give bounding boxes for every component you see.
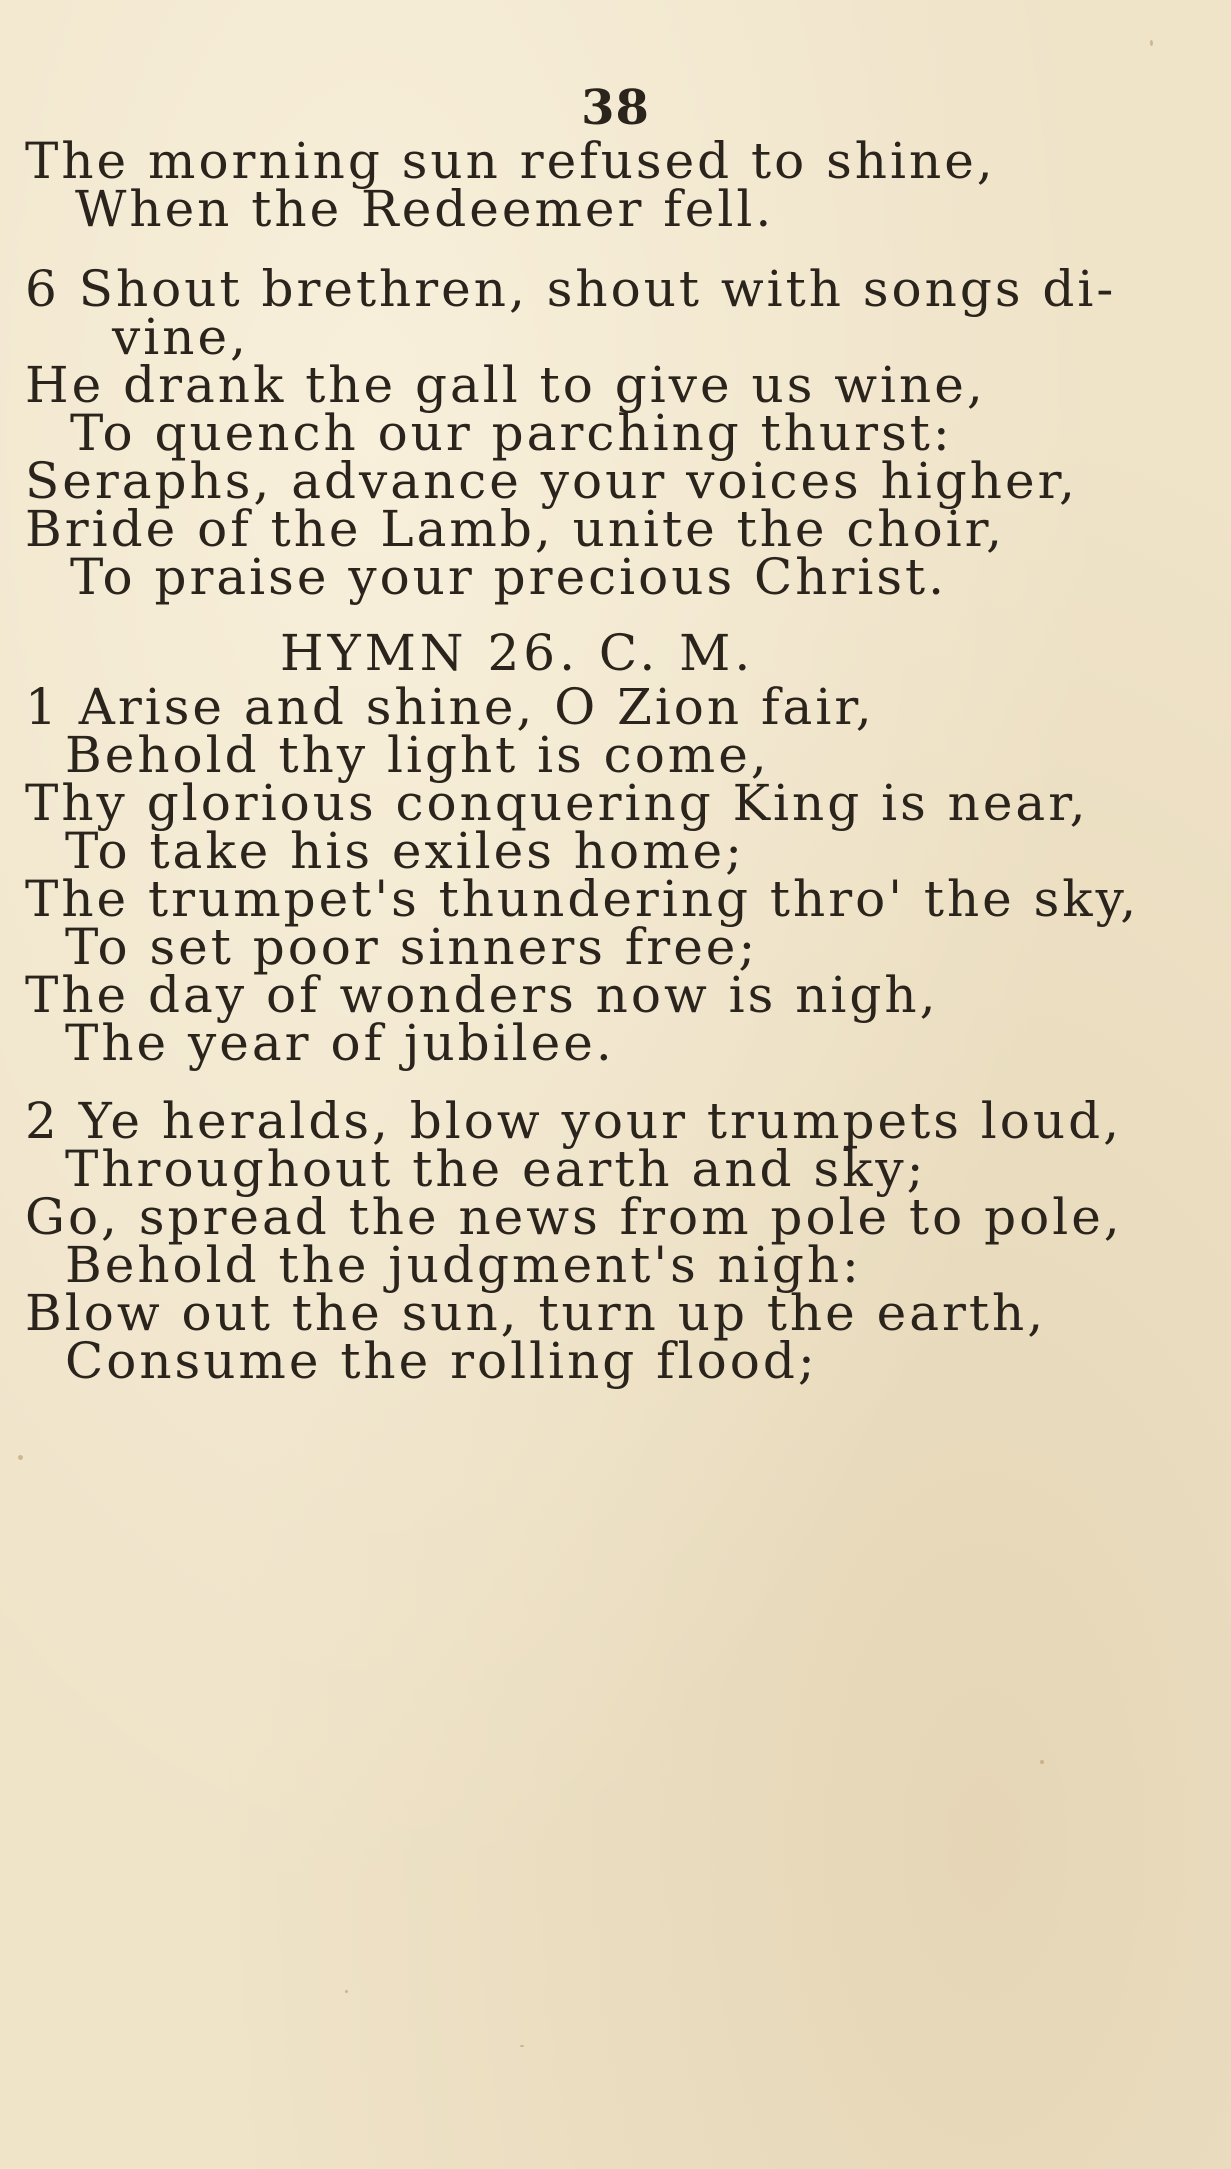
paper-speck: [1150, 40, 1153, 46]
verse-line: The trumpet's thundering thro' the sky,: [25, 870, 1140, 928]
verse-line: To take his exiles home;: [65, 822, 745, 880]
verse-line: Bride of the Lamb, unite the choir,: [25, 500, 1005, 558]
page-number: 38: [581, 80, 650, 136]
verse-line: Behold the judgment's nigh:: [65, 1236, 862, 1294]
verse-line: Consume the rolling flood;: [65, 1332, 818, 1390]
verse-line: 6 Shout brethren, shout with songs di-: [25, 260, 1117, 318]
verse-line: 2 Ye heralds, blow your trumpets loud,: [25, 1092, 1122, 1150]
paper-speck: [520, 2045, 524, 2047]
hymn-title: HYMN 26. C. M.: [280, 624, 755, 682]
paper-speck: [345, 1990, 348, 1993]
verse-line: The day of wonders now is nigh,: [25, 966, 939, 1024]
verse-line: To quench our parching thurst:: [70, 404, 953, 462]
verse-line: Go, spread the news from pole to pole,: [25, 1188, 1123, 1246]
verse-line: Throughout the earth and sky;: [65, 1140, 927, 1198]
verse-line: Blow out the sun, turn up the earth,: [25, 1284, 1047, 1342]
verse-line: The morning sun refused to shine,: [25, 132, 996, 190]
verse-line: When the Redeemer fell.: [75, 180, 775, 238]
verse-line: Seraphs, advance your voices higher,: [25, 452, 1078, 510]
paper-speck: [18, 1455, 23, 1460]
verse-line: The year of jubilee.: [65, 1014, 615, 1072]
verse-line: Thy glorious conquering King is near,: [25, 774, 1089, 832]
verse-line: 1 Arise and shine, O Zion fair,: [25, 678, 875, 736]
verse-line: To praise your precious Christ.: [70, 548, 948, 606]
verse-line: To set poor sinners free;: [65, 918, 759, 976]
verse-line: vine,: [112, 308, 249, 366]
verse-line: He drank the gall to give us wine,: [25, 356, 986, 414]
paper-speck: [1040, 1760, 1044, 1764]
verse-line: Behold thy light is come,: [65, 726, 770, 784]
